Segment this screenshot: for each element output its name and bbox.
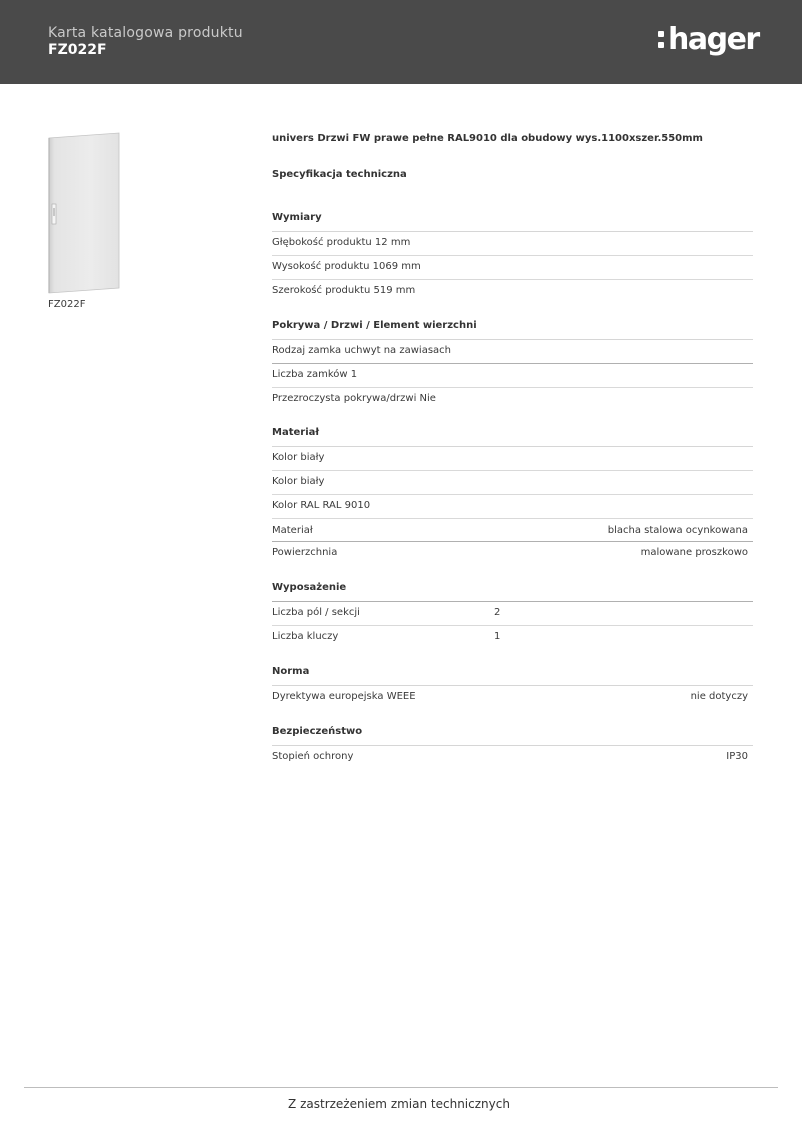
- door-panel-image: [48, 132, 120, 294]
- spec-label: Dyrektywa europejska WEEE: [272, 691, 416, 702]
- spec-row: [272, 746, 753, 769]
- spec-text: Kolor biały: [272, 452, 325, 463]
- spec-text: Liczba zamków 1: [272, 369, 358, 380]
- section-heading: Pokrywa / Drzwi / Element wierzchni: [272, 319, 753, 340]
- spec-row: [272, 686, 753, 709]
- footer-note: Z zastrzeżeniem zmian technicznych: [288, 1097, 510, 1111]
- spec-row: [272, 388, 753, 411]
- spec-text: Kolor biały: [272, 476, 325, 487]
- logo-dots-icon: [658, 28, 665, 52]
- spec-row: [272, 232, 753, 256]
- spec-row: [272, 542, 753, 565]
- spec-row: [272, 340, 753, 364]
- section-heading: Norma: [272, 665, 753, 686]
- section-cover-door: [272, 319, 753, 411]
- spec-label: Stopień ochrony: [272, 751, 354, 762]
- spec-text: Szerokość produktu 519 mm: [272, 285, 416, 296]
- spec-value: nie dotyczy: [690, 691, 748, 702]
- spec-value: malowane proszkowo: [640, 547, 748, 558]
- section-heading: Wyposażenie: [272, 581, 753, 602]
- spec-text: Kolor RAL RAL 9010: [272, 500, 371, 511]
- spec-value: 1: [494, 631, 501, 642]
- section-standard: [272, 665, 753, 709]
- spec-label: Materiał: [272, 525, 313, 536]
- spec-text: Przezroczysta pokrywa/drzwi Nie: [272, 393, 436, 404]
- section-heading: Bezpieczeństwo: [272, 725, 753, 746]
- spec-text: Rodzaj zamka uchwyt na zawiasach: [272, 345, 451, 356]
- spec-row: [272, 256, 753, 280]
- spec-row: [272, 364, 753, 388]
- section-material: [272, 426, 753, 565]
- spec-row: [272, 519, 753, 542]
- section-equipment: [272, 581, 753, 649]
- document-header: [0, 0, 802, 84]
- section-heading: Materiał: [272, 426, 753, 447]
- product-title: univers Drzwi FW prawe pełne RAL9010 dla obudowy wys.1100xszer.550mm: [272, 133, 703, 144]
- section-safety: [272, 725, 753, 769]
- spec-row: [272, 280, 753, 303]
- spec-row: [272, 495, 753, 519]
- spec-row: [272, 626, 753, 649]
- spec-text: Głębokość produktu 12 mm: [272, 237, 411, 248]
- spec-heading: Specyfikacja techniczna: [272, 169, 407, 180]
- document-kicker: Karta katalogowa produktu: [48, 25, 243, 41]
- spec-row: [272, 447, 753, 471]
- product-code-heading: FZ022F: [48, 42, 107, 58]
- spec-text: Wysokość produktu 1069 mm: [272, 261, 421, 272]
- spec-label: Liczba pól / sekcji: [272, 607, 360, 618]
- spec-value: blacha stalowa ocynkowana: [607, 525, 748, 536]
- spec-value: IP30: [726, 751, 748, 762]
- section-dimensions: [272, 211, 753, 303]
- footer-divider: [24, 1087, 778, 1088]
- spec-value: 2: [494, 607, 501, 618]
- hager-logo: [658, 22, 759, 58]
- spec-row: [272, 602, 753, 626]
- spec-label: Powierzchnia: [272, 547, 338, 558]
- spec-label: Liczba kluczy: [272, 631, 339, 642]
- image-caption: FZ022F: [48, 299, 86, 310]
- section-heading: Wymiary: [272, 211, 753, 232]
- logo-text: hager: [668, 22, 759, 57]
- spec-row: [272, 471, 753, 495]
